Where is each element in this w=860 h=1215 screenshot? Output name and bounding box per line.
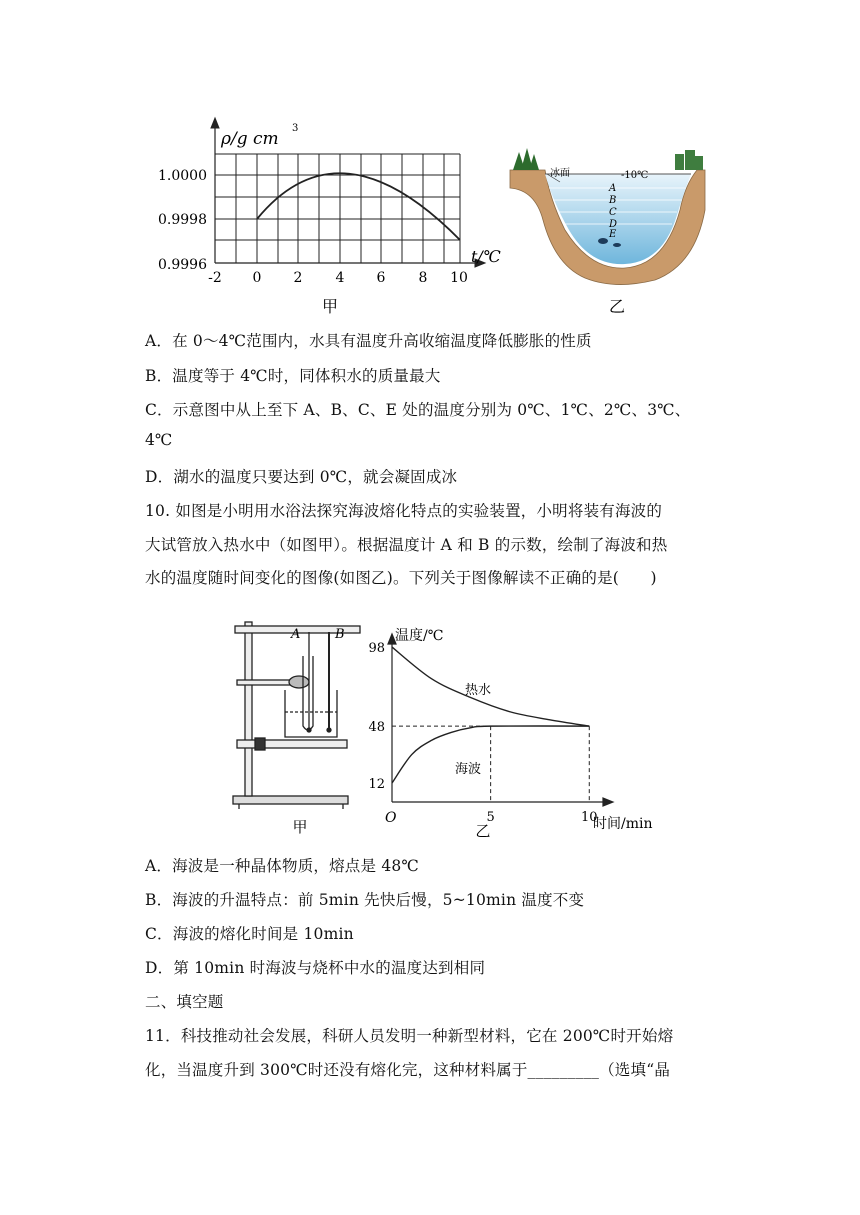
caption-graph: 乙 [475,822,491,837]
graph-ylabel: 温度/℃ [395,628,444,644]
xtick: 6 [376,270,386,286]
water-bath-apparatus [225,612,370,837]
ylabel: ρ/g cm [221,129,279,149]
graph-xlabel: 时间/min [593,816,653,832]
caption-yi: 乙 [608,297,626,316]
ytick-12: 12 [368,777,385,793]
q11-line2: 化，当温度升到 300℃时还没有熔化完，这种材料属于_________（选填“晶 [145,1061,671,1079]
temperature-time-graph [365,622,655,837]
ylabel-sup: 3 [292,123,299,134]
hypo-label: 海波 [455,762,482,777]
q9-option-a: A．在 0～4℃范围内，水具有温度升高收缩温度降低膨胀的性质 [145,332,592,350]
q10-stem-line3: 水的温度随时间变化的图像(如图乙)。下列关于图像解读不正确的是( ) [145,569,657,587]
q10-option-a: A．海波是一种晶体物质，熔点是 48℃ [145,857,419,875]
layer-a: A [609,183,617,194]
q10-stem-line1: 10. 如图是小明用水浴法探究海波熔化特点的实验装置，小明将装有海波的 [145,502,663,520]
layer-e: E [609,229,617,240]
xtick: 0 [252,270,262,286]
xlabel: t/℃ [471,247,501,266]
caption-jia: 甲 [321,297,339,316]
ytick-2: 0.9998 [158,212,207,228]
fish-icon [613,243,621,247]
xtick: 8 [418,270,428,286]
section-title: 二、填空题 [145,993,224,1011]
label-b: B [335,627,345,642]
temp-label: -10℃ [621,170,649,181]
q9-option-c-line2: 4℃ [145,431,173,449]
q10-option-c: C．海波的熔化时间是 10min [145,925,354,943]
q9-option-c-line1: C．示意图中从上至下 A、B、C、E 处的温度分别为 0℃、1℃、2℃、3℃、 [145,401,691,419]
layer-b: B [609,195,617,206]
q10-option-d: D．第 10min 时海波与烧杯中水的温度达到相同 [145,959,486,977]
xtick-10: 10 [580,810,598,825]
q11-line1: 11．科技推动社会发展，科研人员发明一种新型材料，它在 200℃时开始熔 [145,1027,674,1045]
xtick: -2 [208,270,222,286]
density-graph [155,112,505,317]
q9-option-b: B．温度等于 4℃时，同体积水的质量最大 [145,367,441,385]
xtick: 10 [450,270,468,286]
q10-stem-line2: 大试管放入热水中（如图甲）。根据温度计 A 和 B 的示数，绘制了海波和热 [145,536,668,554]
ytick-48: 48 [368,720,385,736]
xtick: 2 [293,270,303,286]
graph-origin: O [385,810,397,826]
xtick-5: 5 [486,810,495,825]
ice-label: 冰面 [550,168,570,179]
label-a: A [291,627,301,642]
fish-icon [598,238,608,244]
ytick-1: 1.0000 [158,168,207,184]
ytick-3: 0.9996 [158,257,207,273]
ytick-98: 98 [368,641,385,657]
xtick: 4 [335,270,345,286]
q9-option-d: D．湖水的温度只要达到 0℃，就会凝固成冰 [145,468,458,486]
lake-diagram [505,140,710,320]
hot-water-label: 热水 [465,683,492,698]
layer-d: D [609,219,618,230]
caption-apparatus: 甲 [292,818,308,836]
layer-c: C [609,207,617,218]
q10-option-b: B．海波的升温特点：前 5min 先快后慢，5~10min 温度不变 [145,891,585,909]
